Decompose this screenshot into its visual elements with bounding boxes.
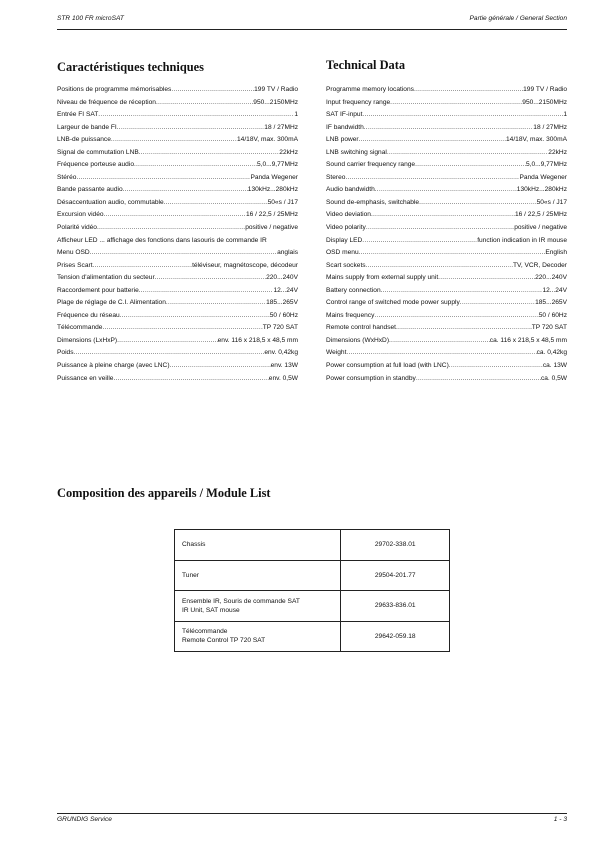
dot-leader <box>345 174 519 181</box>
dot-leader <box>389 337 490 344</box>
spec-label: Polarité vidéo <box>57 224 97 232</box>
spec-row <box>326 299 567 312</box>
spec-label: Stereo <box>326 173 346 181</box>
spec-label: Input frequency range <box>326 98 391 106</box>
spec-label: Mains supply from external supply unit <box>326 274 439 282</box>
spec-label: Scart sockets <box>326 261 366 269</box>
module-list-title: Composition des appareils / Module List <box>57 486 271 500</box>
spec-value: English <box>545 249 567 257</box>
spec-row <box>326 111 567 124</box>
spec-value: Panda Wegener <box>250 173 298 181</box>
spec-label: OSD menu <box>326 249 359 257</box>
spec-value: env. 116 x 218,5 x 48,5 mm <box>217 336 298 344</box>
module-name: Télécommande <box>182 628 228 636</box>
spec-label: Signal de commutation LNB <box>57 148 139 156</box>
module-part-number: 29702-338.01 <box>341 530 450 561</box>
spec-value: 50 / 60Hz <box>269 311 298 319</box>
dot-leader <box>362 237 477 244</box>
spec-row <box>57 149 298 162</box>
spec-label: LNB switching signal <box>326 148 387 156</box>
spec-label: Bande passante audio <box>57 186 123 194</box>
dot-leader <box>460 299 535 306</box>
module-row <box>175 530 450 561</box>
spec-row <box>57 224 298 237</box>
footer-publisher: GRUNDIG Service <box>57 816 112 823</box>
spec-label: Control range of switched mode power supply <box>326 299 460 307</box>
spec-row <box>57 287 298 300</box>
spec-label: Positions de programme mémorisables <box>57 86 172 93</box>
spec-row <box>326 362 567 375</box>
spec-value: 1 <box>563 111 567 119</box>
header-model: STR 100 FR microSAT <box>57 15 124 22</box>
spec-value: 12...24V <box>273 286 298 294</box>
spec-row <box>326 211 567 224</box>
dot-leader <box>416 375 541 382</box>
dot-leader <box>419 199 536 206</box>
spec-row <box>57 111 298 124</box>
page-footer <box>57 816 567 828</box>
spec-value: 50 / 60Hz <box>538 311 567 319</box>
spec-row <box>57 136 298 149</box>
spec-label: Poids <box>57 349 74 357</box>
dot-leader <box>449 362 543 369</box>
spec-value: 18 / 27MHz <box>264 123 298 131</box>
spec-row <box>57 375 298 388</box>
module-row <box>175 591 450 622</box>
spec-value: 1 <box>294 111 298 119</box>
dot-leader <box>366 224 514 231</box>
spec-row <box>326 237 567 250</box>
spec-label: Weight <box>326 349 347 357</box>
spec-row <box>57 349 298 362</box>
spec-value: env. 0,42kg <box>264 349 298 357</box>
spec-row <box>57 86 298 99</box>
dot-leader <box>364 124 534 131</box>
spec-label: Stéréo <box>57 173 77 181</box>
dot-leader <box>375 186 517 193</box>
spec-value: Panda Wegener <box>519 173 567 181</box>
spec-row <box>326 86 567 99</box>
spec-value: 185...265V <box>266 299 298 307</box>
dot-leader <box>139 287 274 294</box>
spec-value: 22kHz <box>279 148 298 156</box>
spec-label: Puissance en veille <box>57 374 114 382</box>
dot-leader <box>104 211 246 218</box>
spec-label: Entrée FI SAT <box>57 111 99 119</box>
spec-row <box>57 362 298 375</box>
spec-label: Audio bandwidth <box>326 186 375 194</box>
dot-leader <box>120 312 270 319</box>
en-section-title: Technical Data <box>326 58 406 72</box>
spec-row <box>326 224 567 237</box>
spec-label: Télécommande <box>57 324 103 332</box>
dot-leader <box>396 324 532 331</box>
en-spec-list <box>326 86 567 387</box>
spec-value: 199 TV / Radio <box>254 86 298 93</box>
dot-leader <box>164 199 268 206</box>
dot-leader <box>74 349 265 356</box>
spec-label: IF bandwidth <box>326 123 364 131</box>
module-part-number: 29633-836.01 <box>341 591 450 622</box>
spec-row <box>57 324 298 337</box>
fr-section-title: Caractéristiques techniques <box>57 60 204 74</box>
dot-leader <box>111 136 237 143</box>
spec-value: 5,0...9,77MHz <box>525 161 567 169</box>
spec-row <box>326 174 567 187</box>
spec-value: 220...240V <box>535 274 567 282</box>
spec-row <box>326 287 567 300</box>
spec-label: LNB power <box>326 136 359 144</box>
spec-value: ca. 0,42kg <box>536 349 567 357</box>
dot-leader <box>123 186 248 193</box>
spec-row <box>57 211 298 224</box>
module-table <box>174 529 450 652</box>
dot-leader <box>359 136 506 143</box>
dot-leader <box>171 86 254 93</box>
module-name: Chassis <box>182 541 206 549</box>
spec-value: 5,0...9,77MHz <box>256 161 298 169</box>
spec-value: positive / negative <box>245 224 298 232</box>
dot-leader <box>93 262 193 269</box>
module-name-cell <box>175 560 341 591</box>
spec-row <box>57 299 298 312</box>
module-row <box>175 621 450 652</box>
dot-leader <box>438 274 535 281</box>
spec-label: Niveau de fréquence de réception <box>57 98 156 106</box>
spec-label: Sound carrier frequency range <box>326 161 416 169</box>
dot-leader <box>156 99 253 106</box>
dot-leader <box>362 111 563 118</box>
spec-row <box>57 312 298 325</box>
spec-value: ca. 0,5W <box>540 374 567 382</box>
spec-row <box>326 124 567 137</box>
spec-value: 18 / 27MHz <box>533 123 567 131</box>
dot-leader <box>390 99 522 106</box>
spec-row <box>57 199 298 212</box>
dot-leader <box>359 249 546 256</box>
spec-label: Dimensions (WxHxD) <box>326 336 390 344</box>
spec-value: ca. 13W <box>542 362 567 370</box>
spec-value: TP 720 SAT <box>531 324 567 332</box>
module-name: Remote Control TP 720 SAT <box>182 637 266 645</box>
page-header <box>57 15 567 27</box>
dot-leader <box>387 149 548 156</box>
dot-leader <box>76 174 250 181</box>
module-name: Tuner <box>182 571 199 579</box>
spec-value: function indication in IR mouse <box>477 236 567 244</box>
module-name-cell <box>175 621 341 652</box>
header-rule <box>57 29 567 30</box>
dot-leader <box>98 111 294 118</box>
spec-value: 130kHz...280kHz <box>247 186 298 194</box>
spec-row <box>326 349 567 362</box>
page-number: 1 - 3 <box>553 816 567 823</box>
spec-value: 220...240V <box>266 274 298 282</box>
spec-row <box>326 375 567 388</box>
spec-row <box>326 149 567 162</box>
dot-leader <box>139 149 280 156</box>
module-name-cell <box>175 530 341 561</box>
dot-leader <box>134 161 257 168</box>
spec-row <box>326 312 567 325</box>
spec-label: Largeur de bande FI <box>57 123 117 131</box>
spec-row <box>326 199 567 212</box>
fr-spec-list <box>57 86 298 387</box>
spec-label: Battery connection <box>326 286 381 294</box>
spec-row <box>326 337 567 350</box>
dot-leader <box>166 299 266 306</box>
spec-value: 16 / 22,5 / 25MHz <box>245 211 298 219</box>
module-part-number: 29642-059.18 <box>341 621 450 652</box>
spec-row <box>57 174 298 187</box>
spec-row <box>57 237 298 250</box>
spec-label: Afficheur LED ... affichage des fonctions dans lasouris de commande IR <box>57 236 267 244</box>
spec-row <box>326 249 567 262</box>
spec-label: Dimensions (LxHxP) <box>57 336 118 344</box>
spec-row <box>57 161 298 174</box>
spec-value: positive / negative <box>514 224 567 232</box>
spec-label: Remote control handset <box>326 324 397 332</box>
spec-label: Power consumption in standby <box>326 374 416 382</box>
spec-value: 950...2150MHz <box>522 98 567 106</box>
spec-label: Prises Scart <box>57 261 93 269</box>
spec-value: 22kHz <box>548 148 567 156</box>
module-part-number: 29504-201.77 <box>341 560 450 591</box>
spec-value: 50«s / J17 <box>267 198 298 206</box>
dot-leader <box>113 375 268 382</box>
spec-label: Fréquence porteuse audio <box>57 161 134 169</box>
spec-value: ca. 116 x 218,5 x 48,5 mm <box>489 336 567 344</box>
spec-value: env. 13W <box>270 362 298 370</box>
dot-leader <box>366 262 513 269</box>
spec-label: Fréquence du réseau <box>57 311 120 319</box>
spec-row <box>326 99 567 112</box>
spec-row <box>57 249 298 262</box>
spec-value: 130kHz...280kHz <box>516 186 567 194</box>
spec-row <box>326 136 567 149</box>
spec-label: Video polarity <box>326 224 366 232</box>
spec-value: 199 TV / Radio <box>523 86 567 93</box>
spec-value: 950...2150MHz <box>253 98 298 106</box>
spec-label: Programme memory locations <box>326 86 414 93</box>
spec-value: 185...265V <box>535 299 567 307</box>
spec-row <box>57 274 298 287</box>
spec-value: anglais <box>277 249 298 257</box>
spec-label: Tension d'alimentation du secteur <box>57 274 155 282</box>
spec-label: SAT IF-input <box>326 111 363 119</box>
dot-leader <box>415 161 526 168</box>
module-name: Ensemble IR, Souris de commande SAT <box>182 597 300 605</box>
header-section: Partie générale / General Section <box>469 15 567 22</box>
spec-row <box>57 186 298 199</box>
dot-leader <box>374 312 538 319</box>
spec-value: téléviseur, magnétoscope, décodeur <box>192 261 298 269</box>
footer-rule <box>57 813 567 814</box>
dot-leader <box>170 362 271 369</box>
spec-label: LNB-de puissance <box>57 136 111 144</box>
spec-value: 14/18V, max. 300mA <box>506 136 567 144</box>
spec-row <box>326 186 567 199</box>
spec-row <box>326 274 567 287</box>
spec-label: Menu OSD <box>57 249 90 257</box>
spec-row <box>326 262 567 275</box>
spec-label: Puissance à pleine charge (avec LNC) <box>57 362 170 370</box>
spec-label: Désaccentuation audio, commutable <box>57 198 164 206</box>
spec-row <box>57 99 298 112</box>
spec-row <box>326 161 567 174</box>
spec-value: TP 720 SAT <box>262 324 298 332</box>
module-name-cell <box>175 591 341 622</box>
dot-leader <box>117 337 218 344</box>
dot-leader <box>381 287 543 294</box>
spec-row <box>57 124 298 137</box>
spec-value: 12...24V <box>542 286 567 294</box>
spec-value: 14/18V, max. 300mA <box>237 136 298 144</box>
spec-label: Raccordement pour batterie <box>57 286 139 294</box>
spec-row <box>326 324 567 337</box>
spec-value: TV, VCR, Decoder <box>513 261 567 269</box>
dot-leader <box>371 211 515 218</box>
spec-label: Sound de-emphasis, switchable <box>326 198 420 206</box>
spec-label: Plage de réglage de C.I. Alimentation <box>57 299 166 307</box>
module-name: IR Unit, SAT mouse <box>182 606 240 614</box>
dot-leader <box>155 274 266 281</box>
dot-leader <box>414 86 523 93</box>
spec-label: Mains frequency <box>326 311 375 319</box>
module-row <box>175 560 450 591</box>
dot-leader <box>117 124 265 131</box>
spec-row <box>57 337 298 350</box>
spec-row <box>57 262 298 275</box>
spec-label: Excursion vidéo <box>57 211 104 219</box>
dot-leader <box>102 324 262 331</box>
spec-value: 16 / 22,5 / 25MHz <box>514 211 567 219</box>
spec-value: 50«s / J17 <box>536 198 567 206</box>
dot-leader <box>97 224 245 231</box>
spec-label: Display LED <box>326 236 363 244</box>
spec-label: Power consumption at full load (with LNC) <box>326 362 449 370</box>
spec-label: Video deviation <box>326 211 371 219</box>
dot-leader <box>90 249 277 256</box>
spec-value: env. 0,5W <box>268 374 298 382</box>
dot-leader <box>346 349 536 356</box>
